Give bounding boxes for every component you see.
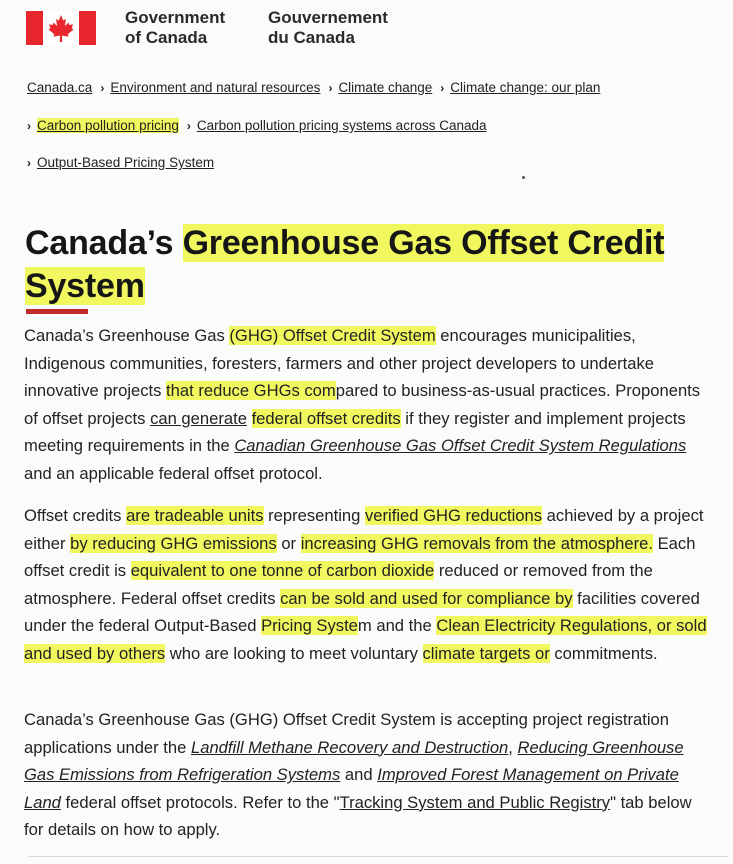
breadcrumb-environment[interactable]: Environment and natural resources [110, 80, 321, 95]
chevron-right-icon: › [27, 156, 31, 170]
breadcrumb-our-plan[interactable]: Climate change: our plan [450, 80, 601, 95]
canada-flag-icon[interactable] [26, 11, 96, 45]
scan-speck [522, 176, 525, 179]
breadcrumb-row [27, 118, 487, 133]
regulations-link[interactable]: Canadian Greenhouse Gas Offset Credit System Regulations [234, 436, 687, 456]
title-underline [26, 309, 88, 314]
paragraph-registration: Canada’s Greenhouse Gas (GHG) Offset Credit System is accepting project registration applications under the Landfill Methane Recovery and Destruction, Reducing Greenhouse Gas Emissions from Refrigeration Systems and Improved Forest Management on Private Land federal offset protocols. Refer to the "Tracking System and Public Registry" tab below for details on how to apply. [24, 710, 692, 840]
chevron-right-icon: › [186, 119, 191, 133]
breadcrumb-obps[interactable]: Output-Based Pricing System [37, 155, 215, 170]
forest-management-link[interactable]: Improved Forest Management on Private Land [24, 765, 679, 812]
breadcrumb-carbon-pricing[interactable]: Carbon pollution pricing [37, 118, 179, 133]
signature-french[interactable]: Gouvernement du Canada [268, 8, 388, 47]
breadcrumb-row [27, 80, 600, 95]
tracking-system-link[interactable]: Tracking System and Public Registry [339, 792, 611, 812]
refrigeration-link[interactable]: Reducing Greenhouse Gas Emissions from Refrigeration Systems [24, 737, 684, 785]
chevron-right-icon: › [440, 81, 445, 95]
chevron-right-icon: › [328, 81, 333, 95]
chevron-right-icon: › [100, 81, 105, 95]
paragraph-offset-credits: Offset credits are tradeable units representing verified GHG reductions achieved by a project either by reducing GHG emissions or increasing GHG removals from the atmosphere. Each offset credit is equivalent to one tonne of carbon dioxide reduced or removed from the atmosphere. Federal offset credits can be sold and used for compliance by facilities covered under the federal Output-Based Pricing System and the Clean Electricity Regulations, or sold and used by others who are looking to meet voluntary climate targets or commitments. [24, 506, 707, 663]
landfill-methane-link[interactable]: Landfill Methane Recovery and Destruction [190, 737, 509, 757]
paragraph-intro: Canada’s Greenhouse Gas (GHG) Offset Credit System encourages municipalities, Indigenous communities, foresters, farmers and other project developers to undertake innovative projects that reduce GHGs compared to business-as-usual practices. Proponents of offset projects can generate federal offset credits if they register and implement projects meeting requirements in the Canadian Greenhouse Gas Offset Credit System Regulations and an applicable federal offset protocol. [24, 326, 701, 483]
signature-english[interactable]: Government of Canada [125, 8, 226, 47]
breadcrumb-row [27, 155, 214, 170]
site-header [0, 0, 733, 56]
chevron-right-icon: › [27, 119, 31, 133]
page-title: Canada’s Greenhouse Gas Offset Credit System [25, 224, 665, 305]
breadcrumb-canada-ca[interactable]: Canada.ca [27, 80, 93, 95]
breadcrumb-climate-change[interactable]: Climate change [338, 80, 433, 95]
breadcrumb-pricing-systems[interactable]: Carbon pollution pricing systems across Canada [196, 118, 487, 133]
divider [28, 856, 728, 857]
